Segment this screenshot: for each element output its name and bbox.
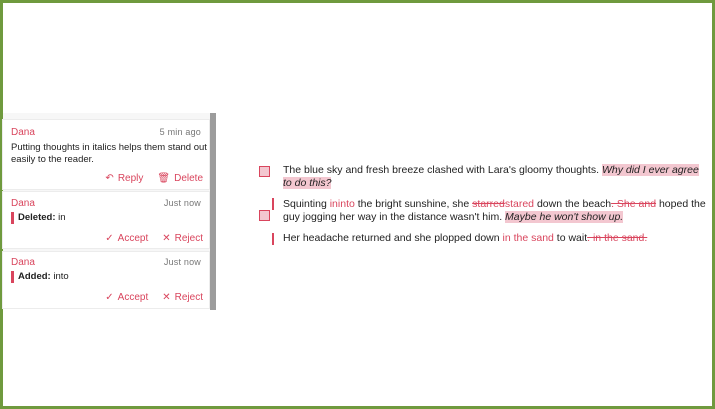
comment-time: 5 min ago <box>159 127 201 137</box>
highlighted-comment-text[interactable]: Maybe he won't show up. <box>505 211 624 223</box>
check-icon: ✓ <box>105 233 114 244</box>
accept-button[interactable]: ✓ Accept <box>105 233 149 244</box>
comment-text: Putting thoughts in italics helps them stand out easily to the reader. <box>11 142 207 165</box>
suggestion-actions <box>105 292 203 303</box>
change-value: in <box>58 212 66 223</box>
suggestion-time: Just now <box>163 257 201 267</box>
change-type: Deleted: <box>18 212 56 223</box>
sidebar-scrollbar[interactable] <box>210 113 216 310</box>
suggestion-author: Dana <box>11 198 35 209</box>
delete-button[interactable]: 🗑 Delete <box>157 173 203 184</box>
deleted-text[interactable]: . in the sand. <box>587 232 648 244</box>
inserted-text[interactable]: stared <box>504 198 535 210</box>
paragraph[interactable]: The blue sky and fresh breeze clashed with Lara's gloomy thoughts. Why did I ever agree to do this? <box>283 164 699 189</box>
accept-button[interactable]: ✓ Accept <box>105 292 149 303</box>
suggestion-change <box>11 212 66 224</box>
reject-button[interactable]: ✕ Reject <box>162 292 203 303</box>
x-icon: ✕ <box>162 233 171 244</box>
reject-button[interactable]: ✕ Reject <box>162 233 203 244</box>
suggestion-actions <box>105 233 203 244</box>
suggestion-time: Just now <box>163 198 201 208</box>
change-type: Added: <box>18 271 51 282</box>
inserted-text[interactable]: in <box>329 198 338 210</box>
comment-marker-icon[interactable] <box>259 210 270 221</box>
inserted-text[interactable]: in the sand <box>502 232 554 244</box>
change-value: into <box>53 271 69 282</box>
highlighted-comment-text[interactable]: Why did I ever agree to do this? <box>283 164 699 189</box>
comment-marker-icon[interactable] <box>259 166 270 177</box>
reply-icon: ↶ <box>105 173 114 184</box>
suggestion-card[interactable] <box>3 252 209 308</box>
deleted-text[interactable]: starred <box>472 198 505 210</box>
paragraph[interactable]: Her headache returned and she plopped down in the sand to wait. in the sand. <box>283 232 648 244</box>
x-icon: ✕ <box>162 292 171 303</box>
suggestion-change <box>11 271 69 283</box>
trash-icon: 🗑 <box>157 173 171 184</box>
suggestion-author: Dana <box>11 257 35 268</box>
paragraph[interactable]: Squinting ininto the bright sunshine, she starredstared down the beach. She and hoped the guy jogging her way in the distance wasn't him. Maybe he won't show up. <box>283 198 706 223</box>
deleted-text[interactable]: . She and <box>611 198 657 210</box>
inserted-text[interactable]: into <box>337 198 355 210</box>
change-bar <box>272 233 274 245</box>
comment-card[interactable] <box>3 120 209 189</box>
check-icon: ✓ <box>105 292 114 303</box>
reply-button[interactable]: ↶ Reply <box>105 173 144 184</box>
suggestion-card[interactable] <box>3 192 209 248</box>
change-bar <box>272 198 274 210</box>
comment-actions <box>105 173 203 184</box>
comment-author: Dana <box>11 127 35 138</box>
